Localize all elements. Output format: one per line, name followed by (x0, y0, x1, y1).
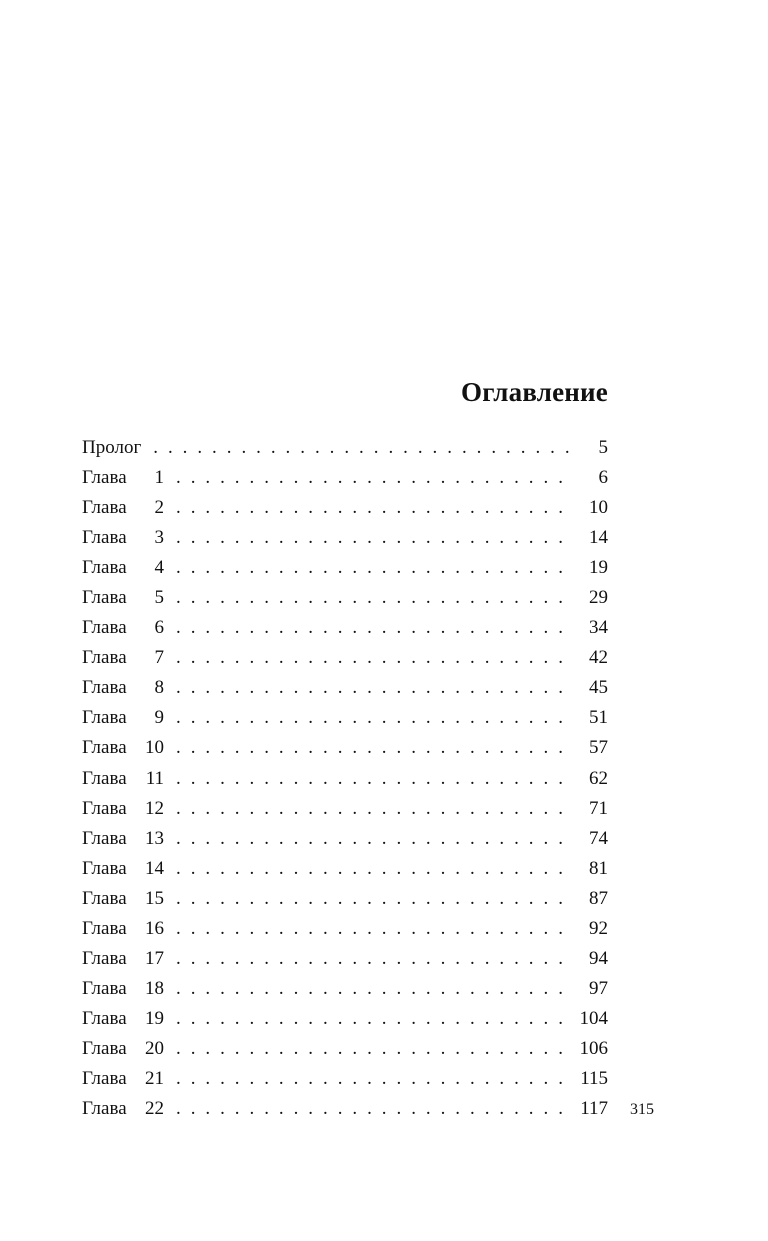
toc-entry-label (82, 794, 164, 824)
toc-page-number: 94 (589, 947, 608, 969)
dot-leader (176, 884, 570, 914)
chapter-number: 5 (154, 587, 164, 609)
dot-leader (176, 583, 570, 613)
chapter-word: Глава (82, 557, 127, 579)
toc-entry-chapter[interactable] (82, 824, 608, 854)
chapter-number: 6 (154, 617, 164, 639)
toc-entry-chapter[interactable] (82, 643, 608, 673)
chapter-number: 8 (154, 677, 164, 699)
toc-page-number: 104 (579, 1007, 608, 1029)
toc-entry-chapter[interactable] (82, 703, 608, 733)
dot-leader (176, 1064, 570, 1094)
toc-page-number: 34 (589, 617, 608, 639)
chapter-word: Глава (82, 617, 127, 639)
chapter-word: Глава (82, 467, 127, 489)
toc-entry-chapter[interactable] (82, 493, 608, 523)
toc-page-number: 29 (589, 587, 608, 609)
toc-page-number: 92 (589, 917, 608, 939)
toc-entry-chapter[interactable] (82, 733, 608, 763)
dot-leader (176, 1004, 570, 1034)
chapter-word: Глава (82, 977, 127, 999)
toc-page-number: 45 (589, 677, 608, 699)
toc-page-number: 62 (589, 767, 608, 789)
dot-leader (176, 764, 570, 794)
toc-page-number: 117 (580, 1098, 608, 1120)
chapter-number: 11 (145, 767, 164, 789)
chapter-word: Глава (82, 677, 127, 699)
chapter-word: Глава (82, 587, 127, 609)
dot-leader (176, 703, 570, 733)
dot-leader (176, 914, 570, 944)
chapter-word: Глава (82, 827, 127, 849)
toc-page-number: 42 (589, 647, 608, 669)
toc-entry-label (82, 673, 164, 703)
chapter-number: 1 (154, 467, 164, 489)
toc-entry-chapter[interactable] (82, 914, 608, 944)
toc-page-number: 115 (580, 1068, 608, 1089)
dot-leader (176, 523, 570, 553)
chapter-number: 2 (154, 497, 164, 519)
toc-page-number: 71 (589, 797, 608, 819)
chapter-number: 18 (145, 977, 164, 999)
chapter-number: 12 (145, 797, 164, 819)
toc-entry-label (82, 824, 164, 854)
toc-entry-chapter[interactable] (82, 553, 608, 583)
dot-leader (176, 1094, 570, 1124)
toc-entry-label (82, 764, 164, 794)
dot-leader (176, 854, 570, 884)
chapter-number: 4 (154, 557, 164, 579)
toc-page-number: 57 (589, 737, 608, 759)
toc-entry-chapter[interactable] (82, 523, 608, 553)
chapter-number: 22 (145, 1098, 164, 1120)
toc-entry-label (82, 1004, 164, 1034)
toc-entry-label (82, 1094, 164, 1124)
chapter-number: 7 (154, 647, 164, 669)
toc-entry-label: Пролог (82, 437, 142, 459)
toc-entry-chapter[interactable] (82, 884, 608, 914)
chapter-word: Глава (82, 857, 127, 879)
toc-entry-label (82, 493, 164, 523)
toc-entry-chapter[interactable] (82, 583, 608, 613)
dot-leader (153, 433, 570, 463)
chapter-word: Глава (82, 947, 127, 969)
toc-entry-label (82, 733, 164, 763)
toc-entry-chapter[interactable] (82, 673, 608, 703)
toc-entry-chapter[interactable] (82, 613, 608, 643)
toc-page-number: 74 (589, 827, 608, 849)
chapter-number: 20 (145, 1037, 164, 1059)
chapter-number: 19 (145, 1007, 164, 1029)
dot-leader (176, 613, 570, 643)
toc-entry-chapter[interactable] (82, 764, 608, 794)
dot-leader (176, 493, 570, 523)
toc-page-number: 14 (589, 527, 608, 549)
toc-entry-label (82, 1034, 164, 1064)
dot-leader (176, 794, 570, 824)
toc-entry-label (82, 583, 164, 613)
dot-leader (176, 643, 570, 673)
toc-page-number: 6 (598, 467, 608, 489)
toc-entry-chapter[interactable] (82, 974, 608, 1004)
toc-entry-label (82, 854, 164, 884)
chapter-word: Глава (82, 1068, 127, 1089)
toc-entry-label (82, 643, 164, 673)
toc-page-number: 97 (589, 977, 608, 999)
chapter-number: 15 (145, 887, 164, 909)
dot-leader (176, 673, 570, 703)
toc-entry-chapter[interactable] (82, 794, 608, 824)
toc-entry-label (82, 884, 164, 914)
chapter-number: 13 (145, 827, 164, 849)
toc-entry-chapter[interactable] (82, 854, 608, 884)
dot-leader (176, 553, 570, 583)
chapter-number: 9 (154, 707, 164, 729)
toc-entry-label (82, 914, 164, 944)
toc-entry-label (82, 1064, 164, 1094)
toc-entry-label (82, 613, 164, 643)
toc-entry-label (82, 523, 164, 553)
toc-page-number: 87 (589, 887, 608, 909)
dot-leader (176, 824, 570, 854)
page-title: Оглавление (461, 377, 608, 407)
toc-page-number: 19 (589, 557, 608, 579)
chapter-number: 14 (145, 857, 164, 879)
toc-page-number: 106 (579, 1037, 608, 1059)
toc-entry-chapter[interactable] (82, 1064, 608, 1094)
dot-leader (176, 974, 570, 1004)
toc-entry-label (82, 974, 164, 1004)
chapter-number: 16 (145, 917, 164, 939)
toc-entry-label (82, 463, 164, 493)
chapter-word: Глава (82, 917, 127, 939)
chapter-number: 17 (145, 947, 164, 969)
toc-entry-label (82, 553, 164, 583)
table-of-contents (82, 433, 608, 1124)
toc-page-number: 5 (598, 437, 608, 459)
chapter-word: Глава (82, 1007, 127, 1029)
toc-entry-chapter[interactable] (82, 1004, 608, 1034)
chapter-number: 21 (145, 1068, 164, 1089)
toc-page-number: 81 (589, 857, 608, 879)
chapter-word: Глава (82, 767, 127, 789)
chapter-word: Глава (82, 887, 127, 909)
chapter-word: Глава (82, 497, 127, 519)
toc-entry-chapter[interactable] (82, 463, 608, 493)
toc-entry-label (82, 944, 164, 974)
toc-page-number: 51 (589, 707, 608, 729)
toc-entry-prologue[interactable] (82, 433, 608, 463)
toc-entry-chapter[interactable] (82, 1094, 608, 1124)
chapter-word: Глава (82, 1037, 127, 1059)
chapter-word: Глава (82, 1098, 127, 1120)
chapter-word: Глава (82, 737, 127, 759)
page-number: 315 (630, 1101, 654, 1118)
toc-entry-chapter[interactable] (82, 944, 608, 974)
chapter-word: Глава (82, 527, 127, 549)
toc-page-number: 10 (589, 497, 608, 519)
dot-leader (176, 733, 570, 763)
chapter-number: 3 (154, 527, 164, 549)
chapter-word: Глава (82, 797, 127, 819)
toc-entry-chapter[interactable] (82, 1034, 608, 1064)
chapter-word: Глава (82, 707, 127, 729)
chapter-number: 10 (145, 737, 164, 759)
dot-leader (176, 944, 570, 974)
dot-leader (176, 463, 570, 493)
chapter-word: Глава (82, 647, 127, 669)
dot-leader (176, 1034, 570, 1064)
toc-entry-label (82, 703, 164, 733)
